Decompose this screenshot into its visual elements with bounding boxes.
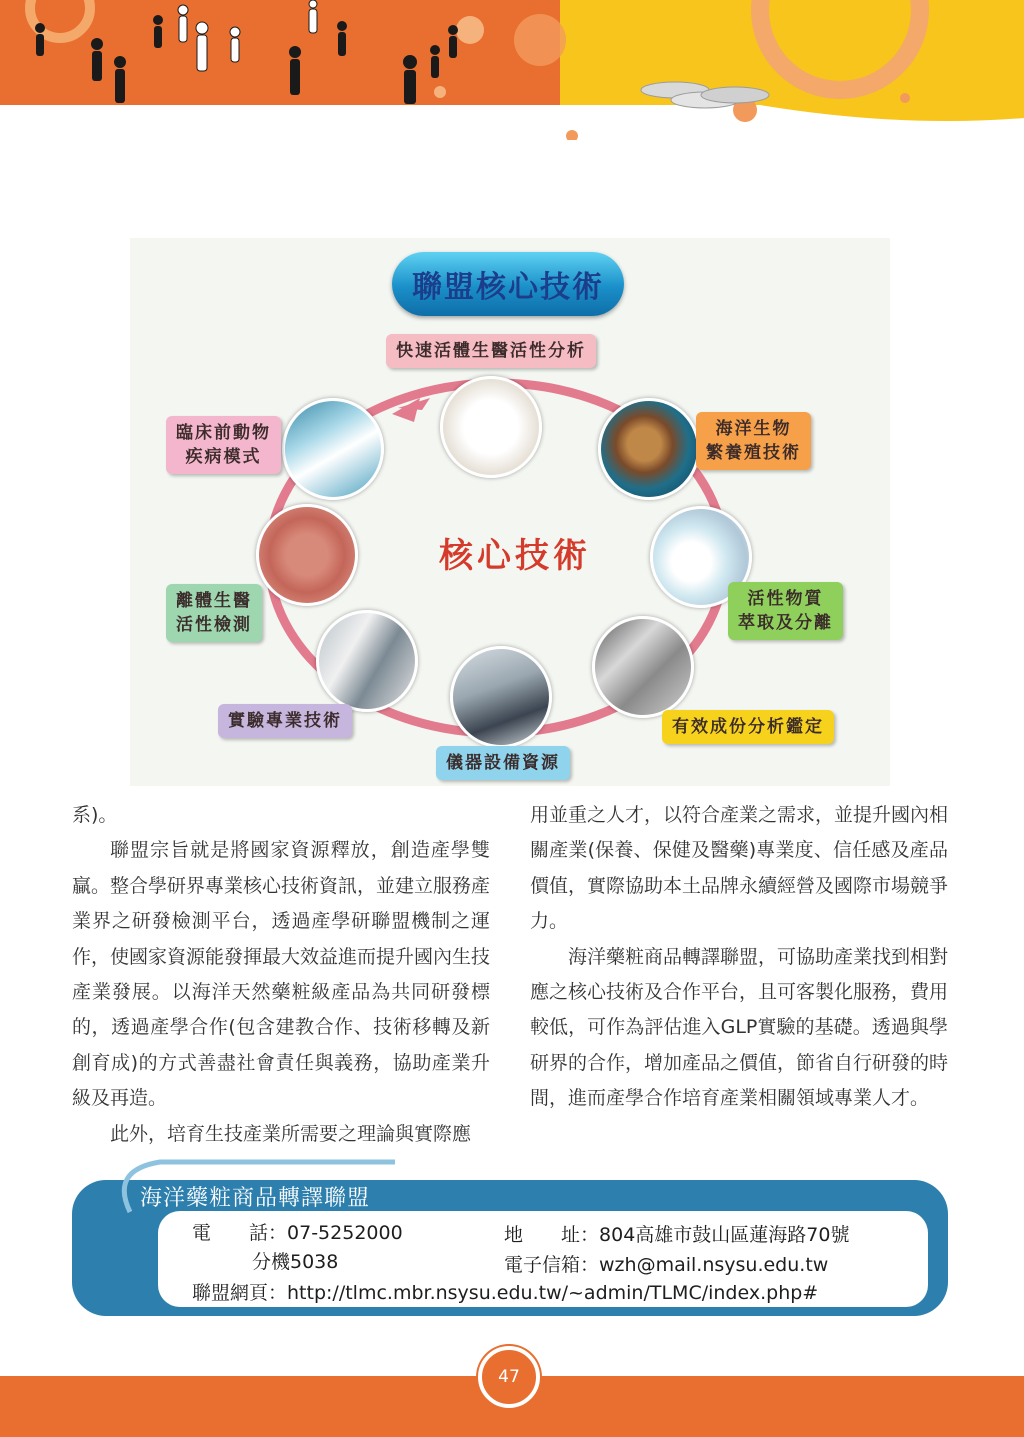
contact-phone-row (192, 1218, 403, 1245)
tag-preclinical (166, 416, 281, 474)
analysis-equipment-photo (592, 616, 694, 718)
header-banner (0, 0, 1024, 140)
tag-preclinical-line1: 臨床前動物 (176, 423, 271, 443)
zebrafish-larvae-photo (440, 376, 542, 478)
article-left-column (72, 798, 490, 1152)
phone-value: 07-5252000 (287, 1222, 403, 1244)
email-label: 電子信箱： (504, 1254, 600, 1276)
contact-title: 海洋藥粧商品轉譯聯盟 (140, 1186, 371, 1211)
tag-in-vitro (166, 584, 262, 642)
web-link[interactable]: http://tlmc.mbr.nsysu.edu.tw/~admin/TLMC/index.php# (287, 1282, 819, 1304)
tag-lab-expertise-line1: 實驗專業技術 (228, 711, 342, 731)
contact-web-row (192, 1278, 818, 1305)
phone-extension: 分機5038 (252, 1251, 339, 1273)
tag-marine-culture-line2: 繁養殖技術 (706, 443, 801, 463)
tag-preclinical-line2: 疾病模式 (185, 447, 262, 467)
cell-culture-photo (256, 504, 358, 606)
tag-instrument (436, 746, 570, 780)
tag-component-analysis-line1: 有效成份分析鑑定 (672, 717, 824, 737)
tag-component-analysis (662, 710, 834, 744)
phone-label: 電 話： (192, 1222, 288, 1244)
address-label: 地 址： (504, 1224, 600, 1246)
article-right-column (530, 798, 948, 1117)
core-technology-diagram (130, 238, 890, 786)
tag-fast-bio-assay (386, 334, 596, 368)
article-paragraph: 聯盟宗旨就是將國家資源釋放，創造產學雙贏。整合學研界專業核心技術資訊，並建立服務產業界之研發檢測平台，透過產學研聯盟機制之運作，使國家資源能發揮最大效益進而提升國內生技產業發展。以海洋天然藥粧級產品為共同研發標的，透過產學合作(包含建教合作、技術移轉及新創育成)的方式善盡社會責任與義務，協助產業升級及再造。 (72, 839, 491, 1110)
tag-marine-culture (696, 412, 811, 470)
address-value: 804高雄市鼓山區蓮海路70號 (599, 1224, 850, 1246)
page-number: 47 (478, 1346, 540, 1408)
tag-fast-bio-assay-line1: 快速活體生醫活性分析 (396, 341, 586, 361)
contact-email-row (504, 1250, 828, 1277)
tag-in-vitro-line2: 活性檢測 (176, 615, 252, 635)
email-link[interactable]: wzh@mail.nsysu.edu.tw (599, 1254, 829, 1276)
tag-extraction-line2: 萃取及分離 (738, 613, 833, 633)
contact-ext-row (252, 1247, 338, 1274)
core-label: 核心技術 (439, 536, 591, 576)
article-paragraph: 用並重之人才，以符合產業之需求，並提升國內相關產業(保養、保健及醫藥)專業度、信任感及產品價值，實際協助本土品牌永續經營及國際市場競爭力。 (530, 804, 949, 933)
instrument-room-photo (450, 646, 552, 748)
marine-organism-photo (598, 398, 700, 500)
tag-marine-culture-line1: 海洋生物 (715, 419, 792, 439)
animal-model-photo (282, 398, 384, 500)
tag-instrument-line1: 儀器設備資源 (446, 753, 560, 773)
article-paragraph: 系)。 (72, 804, 118, 826)
article-paragraph: 海洋藥粧商品轉譯聯盟，可協助產業找到相對應之核心技術及合作平台，且可客製化服務，費用較低，可作為評估進入GLP實驗的基礎。透過與學研界的合作，增加產品之價值，節省自行研發的時間，進而產學合作培育產業相關領域專業人才。 (530, 945, 949, 1110)
tag-extraction-line1: 活性物質 (747, 589, 824, 609)
tag-lab-expertise (218, 704, 352, 738)
web-label: 聯盟網頁： (192, 1282, 288, 1304)
laboratory-team-photo (316, 610, 418, 712)
tag-extraction (728, 582, 843, 640)
contact-address-row (504, 1220, 849, 1247)
tag-in-vitro-line1: 離體生醫 (176, 591, 252, 611)
diagram-title: 聯盟核心技術 (392, 252, 624, 316)
banner-graphic (0, 0, 1024, 140)
article-paragraph: 此外，培育生技產業所需要之理論與實際應 (110, 1122, 472, 1145)
